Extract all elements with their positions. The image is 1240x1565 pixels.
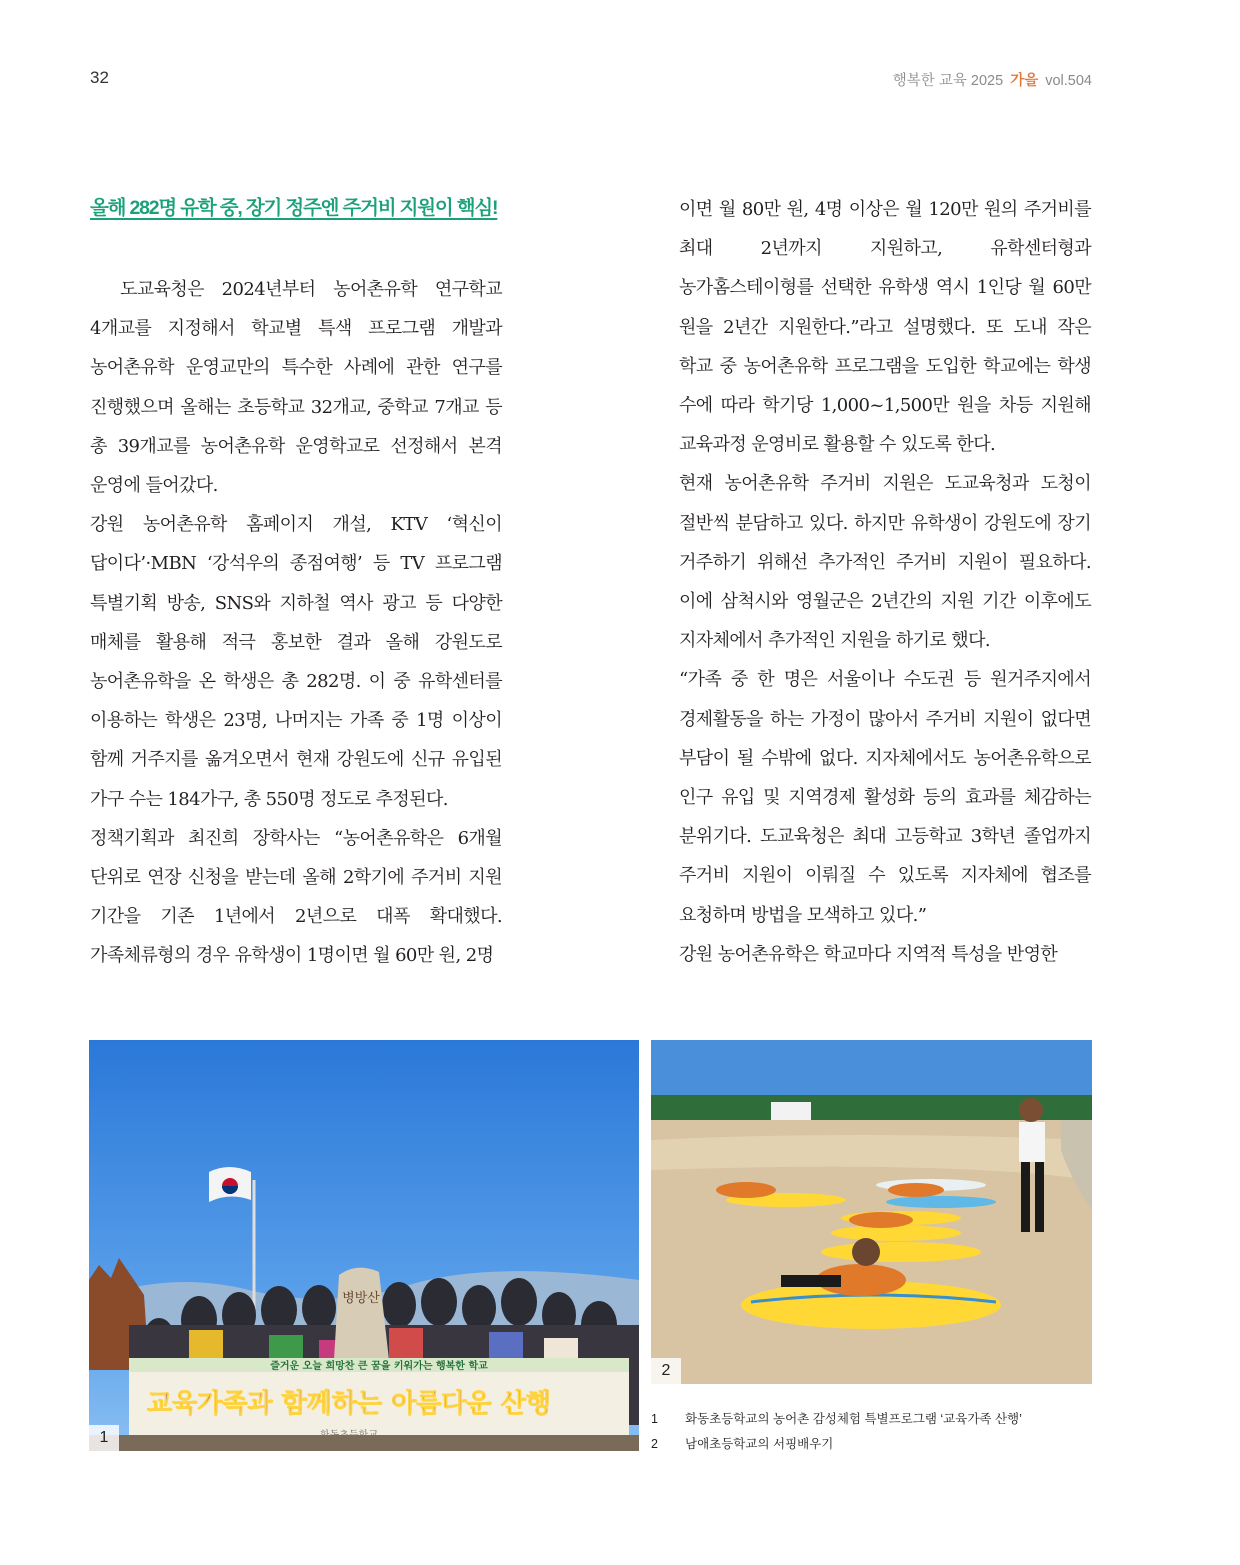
magazine-title: 행복한 교육 2025 [892,73,1004,89]
banner-top-text: 즐거운 오늘 희망찬 큰 꿈을 키워가는 행복한 학교 [270,1361,488,1372]
section-heading: 올해 282명 유학 중, 장기 정주엔 주거비 지원이 핵심! [90,197,498,219]
page-number: 32 [90,68,109,87]
caption-text: 화동초등학교의 농어촌 감성체험 특별프로그램 ‘교육가족 산행’ [685,1412,1022,1426]
paragraph: “가족 중 한 명은 서울이나 수도권 등 원거주지에서 경제활동을 하는 가정이 많아서 주거비 지원이 없다면 부담이 될 수밖에 없다. 지자체에서도 농어촌유학으로 인구 유입 및 지역경제 활성화 등의 효과를 체감하는 분위기다. 도교육청은 최대 고등학교 3학년 졸업까지 주거비 지원이 이뤄질 수 있도록 지자체에 협조를 요청하며 방법을 모색하고 있다.” [679,669,1091,926]
caption-text: 남애초등학교의 서핑배우기 [685,1437,834,1451]
caption-number: 2 [651,1437,658,1451]
caption-item [651,1409,1091,1434]
paragraph: 정책기획과 최진희 장학사는 “농어촌유학은 6개월 단위로 연장 신청을 받는데 올해 2학기에 주거비 지원 기간을 기존 1년에서 2년으로 대폭 확대했다. 가족체류형의 경우 유학생이 1명이면 월 60만 원, 2명 [90,827,502,967]
paragraph: 강원 농어촌유학은 학교마다 지역적 특성을 반영한 [679,943,1058,965]
photo-surfing-lesson [651,1040,1092,1384]
caption-number: 1 [651,1412,658,1426]
photo-badge: 1 [89,1425,119,1451]
paragraph: 현재 농어촌유학 주거비 지원은 도교육청과 도청이 절반씩 분담하고 있다. 하지만 유학생이 강원도에 장기 거주하기 위해선 추가적인 주거비 지원이 필요하다. 이에 삼척시와 영월군은 2년간의 지원 기간 이후에도 지자체에서 추가적인 지원을 하기로 했다. [679,473,1091,652]
summit-sign-text: 병방산 [342,1291,380,1306]
paragraph: 도교육청은 2024년부터 농어촌유학 연구학교 4개교를 지정해서 학교별 특색 프로그램 개발과 농어촌유학 운영교만의 특수한 사례에 관한 연구를 진행했으며 올해는 초등학교 32개교, 중학교 7개교 등 총 39개교를 농어촌유학 운영학교로 선정해서 본격 운영에 들어갔다. [90,279,502,497]
paragraph: 강원 농어촌유학 홈페이지 개설, KTV ‘혁신이 답이다’·MBN ‘강석우의 종점여행’ 등 TV 프로그램 특별기획 방송, SNS와 지하철 역사 광고 등 다양한 매체를 활용해 적극 홍보한 결과 올해 강원도로 농어촌유학을 온 학생은 총 282명. 이 중 유학센터를 이용하는 학생은 23명, 나머지는 가족 중 1명 이상이 함께 거주지를 옮겨오면서 현재 강원도에 신규 유입된 가구 수는 184가구, 총 550명 정도로 추정된다. [90,514,502,810]
right-column [679,188,1091,974]
banner-main-text: 교육가족과 함께하는 아름다운 산행 [147,1389,551,1419]
paragraph: 이면 월 80만 원, 4명 이상은 월 120만 원의 주거비를 최대 2년까지 지원하고, 유학센터형과 농가홈스테이형를 선택한 유학생 역시 1인당 월 60만 원을 2년간 지원한다.”라고 설명했다. 또 도내 작은 학교 중 농어촌유학 프로그램을 도입한 학교에는 학생 수에 따라 학기당 1,000~1,500만 원을 차등 지원해 교육과정 운영비로 활용할 수 있도록 한다. [679,199,1091,456]
season-label: 가을 [1010,73,1039,89]
photo-hiking-group [89,1040,639,1451]
left-column [90,188,502,976]
photo-captions [651,1409,1091,1459]
photo-badge: 2 [651,1358,681,1384]
caption-item [651,1434,1091,1459]
running-head [893,69,1092,90]
volume-label: vol.504 [1045,73,1092,89]
